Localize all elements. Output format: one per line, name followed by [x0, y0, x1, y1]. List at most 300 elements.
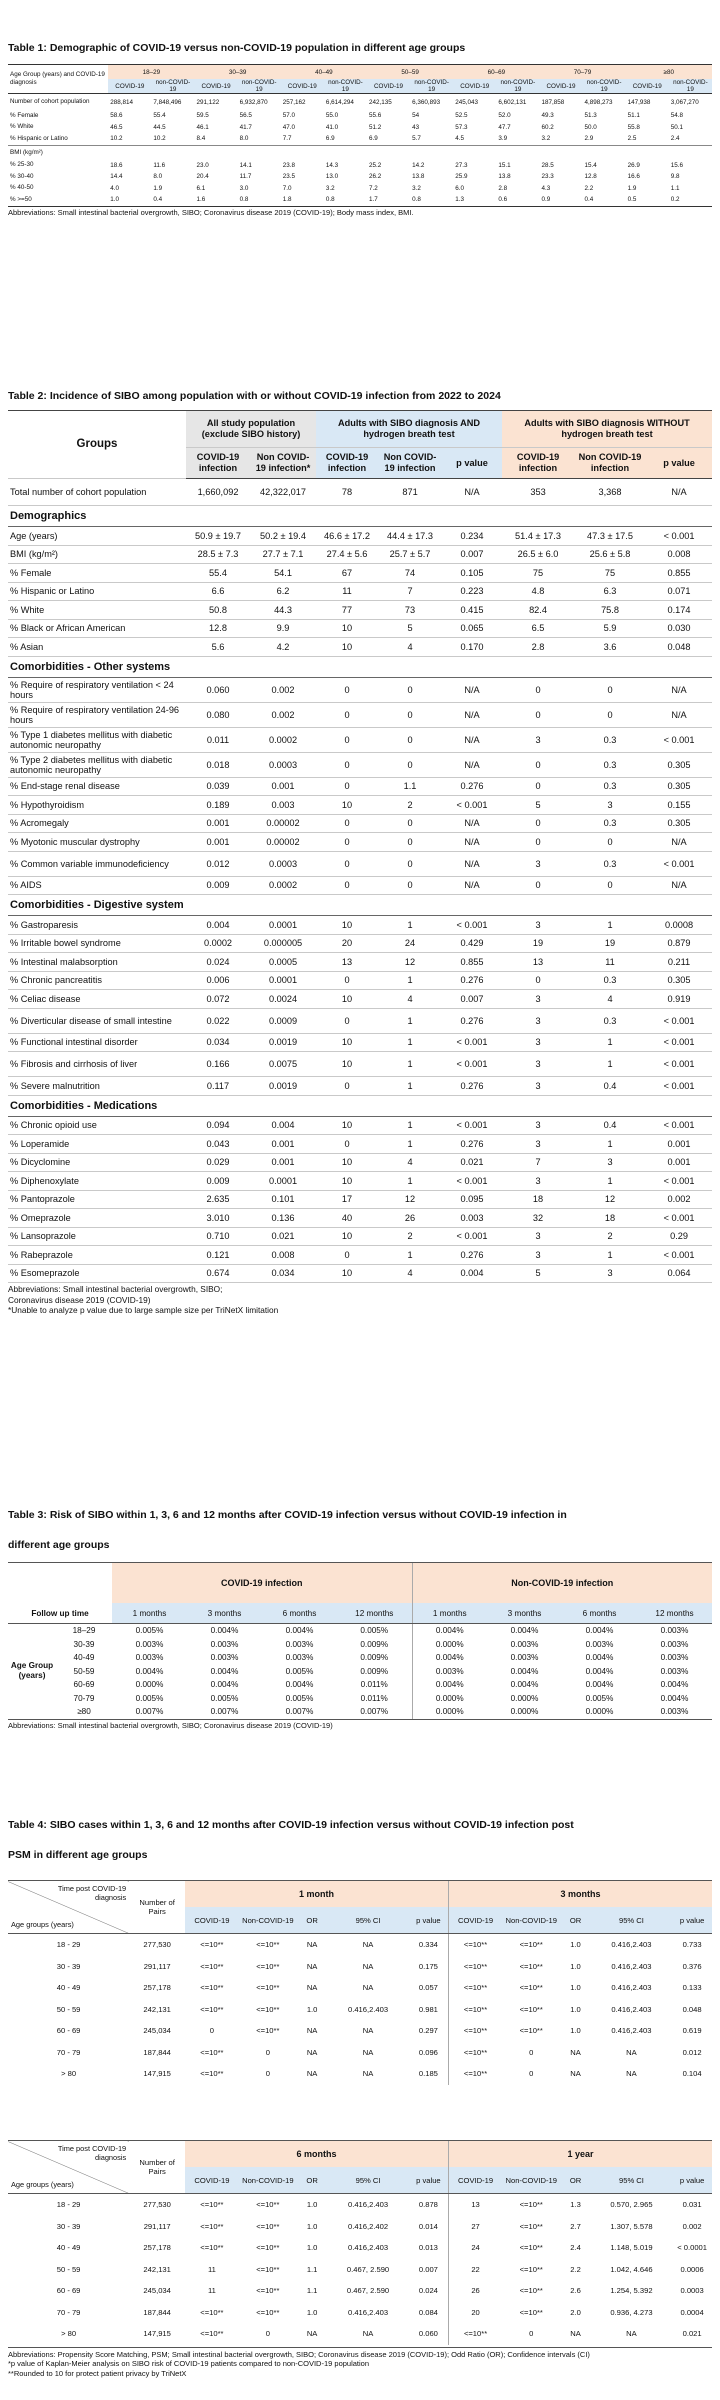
table4-value-cell: 0.376	[682, 1961, 702, 1971]
table1-value-cell: 6.9	[324, 133, 367, 145]
table2-value-cell: 32	[502, 1209, 574, 1228]
table4-age-cell: 40 - 49	[56, 1983, 81, 1993]
table2-value-cell: N/A	[646, 479, 712, 506]
table4-subcol-header: COVID-19	[449, 2167, 503, 2194]
table3-age-label: Age Group (years)	[10, 1661, 54, 1681]
table3-age-cell: ≥80	[77, 1707, 91, 1717]
table2-value-cell: N/A	[442, 479, 502, 506]
table4-value-cell: <=10**	[200, 1983, 224, 1993]
table1-row	[8, 145, 712, 160]
table4-value-cell: NA	[306, 2047, 318, 2057]
table2-row-label: % Hispanic or Latino	[8, 582, 186, 601]
table4-pairs-cell: 257,178	[143, 2243, 171, 2253]
table1-subheader-row	[8, 79, 712, 94]
table4-value-cell: <=10**	[519, 1940, 543, 1950]
table4-pairs-cell: 277,530	[143, 2200, 171, 2210]
table4-value-cell: <=10**	[256, 2026, 280, 2036]
table2-value-cell: 50.2 ± 19.4	[250, 527, 316, 546]
table4-value-cell: 0	[265, 2329, 270, 2339]
table4-footnote-2: *p value of Kaplan-Meier analysis on SIBO risk of COVID-19 patients compared to non-COVID-19 population	[8, 2359, 370, 2368]
table3-row	[8, 1624, 712, 1638]
table4-part-b	[8, 2140, 712, 2378]
table2-value-cell: 0	[316, 971, 378, 990]
table3-value-cell: 0.000%	[585, 1707, 614, 1717]
table2-value-cell: 5	[502, 1264, 574, 1283]
table2-value-cell: 6.6	[186, 582, 250, 601]
table2-value-cell: 10	[316, 638, 378, 657]
table2-value-cell: 0.117	[186, 1077, 250, 1096]
table4-value-cell: 24	[449, 2237, 503, 2259]
table3-value-cell: 0.007%	[285, 1707, 314, 1717]
table2-value-cell: 4.2	[250, 638, 316, 657]
table2-row	[8, 1077, 712, 1096]
table4-value-cell: 0.416,2.403	[347, 2243, 389, 2253]
table2-value-cell: 0.021	[442, 1153, 502, 1172]
table2-value-cell: 0.0019	[250, 1077, 316, 1096]
table2-row	[8, 796, 712, 815]
table4-value-cell: 2.4	[570, 2243, 581, 2253]
table4-value-cell: NA	[306, 2329, 318, 2339]
table1-value-cell: 0.9	[541, 196, 551, 204]
table2-row-label: % Require of respiratory ventilation 24-96 hours	[8, 702, 186, 727]
table2-section-row	[8, 506, 712, 527]
table2-value-cell: 4	[378, 990, 442, 1009]
table2-section-row	[8, 656, 712, 677]
table4-subcol-header: p value	[409, 2167, 449, 2194]
table2-value-cell: 67	[316, 564, 378, 583]
table3-value-cell: 0.007%	[360, 1707, 389, 1717]
table3-value-cell: 0.000%	[412, 1638, 487, 1652]
table3-group-header-row	[8, 1563, 712, 1604]
table4-value-cell: 0	[209, 2026, 215, 2036]
table3-period-header: 12 months	[637, 1603, 712, 1624]
table4-part-a	[8, 1880, 712, 2085]
table2-value-cell: 51.4 ± 17.3	[502, 527, 574, 546]
table2-value-cell: 0	[378, 727, 442, 752]
table2-value-cell: 0.024	[186, 953, 250, 972]
table2-value-cell: 0.021	[250, 1227, 316, 1246]
table4-corner-top: Time post COVID-19 diagnosis	[57, 2144, 127, 2162]
table2-value-cell: 13	[316, 953, 378, 972]
table2-value-cell: 0.095	[442, 1190, 502, 1209]
table1-row	[8, 133, 712, 145]
table2-value-cell: < 0.001	[442, 1052, 502, 1077]
table1-row-label: % Female	[10, 111, 39, 119]
table2-value-cell: 10	[316, 1052, 378, 1077]
table2-value-cell: 0.305	[646, 971, 712, 990]
table3-value-cell: 0.000%	[412, 1705, 487, 1719]
table4-value-cell: <=10**	[200, 2069, 224, 2079]
table1-value-cell: 55.6	[368, 112, 382, 120]
table4-value-cell: 2.0	[570, 2307, 581, 2317]
table1-value-cell: 1.9	[627, 184, 637, 192]
table2-value-cell: 2	[574, 1227, 646, 1246]
table4-value-cell: 0.416,2.403	[347, 2200, 389, 2210]
table4-value-cell: <=10**	[200, 2243, 224, 2253]
table4b-grid	[8, 2140, 712, 2345]
table2-value-cell: 75	[502, 564, 574, 583]
table2-value-cell: 3	[502, 990, 574, 1009]
table4-subcol-header: Non-COVID-19	[239, 1907, 297, 1934]
table2-value-cell: 0	[574, 833, 646, 852]
table1-value-cell	[410, 145, 453, 160]
table2-value-cell: 0	[502, 971, 574, 990]
table4-value-cell: NA	[362, 2026, 374, 2036]
table3-value-cell: 0.009%	[360, 1653, 389, 1663]
table2-title: Table 2: Incidence of SIBO among population with or without COVID-19 infection from 2022 to 2024	[8, 390, 501, 402]
table3-value-cell: 0.003%	[585, 1639, 614, 1649]
table2-value-cell: 5.9	[574, 619, 646, 638]
table1-value-cell: 6.9	[367, 133, 410, 145]
table2-value-cell: 0	[316, 702, 378, 727]
table2-value-cell: 0.3	[574, 851, 646, 876]
table4-value-cell: <=10**	[519, 1983, 543, 1993]
table2-row-label: % Common variable immunodeficiency	[8, 851, 186, 876]
table4-age-cell: 50 - 59	[56, 2004, 81, 2014]
table4-value-cell: <=10**	[449, 2063, 503, 2085]
table2-row-label: % Chronic pancreatitis	[8, 971, 186, 990]
table4-value-cell: 0.060	[418, 2329, 438, 2339]
table3-value-cell: 0.004%	[585, 1680, 614, 1690]
table3-value-cell: 0.003%	[412, 1665, 487, 1679]
table2-section-title: Comorbidities - Medications	[8, 1095, 712, 1116]
table1-value-cell: 56.5	[239, 112, 252, 120]
table3-value-cell: 0.000%	[135, 1680, 164, 1690]
table1-value-cell: 50.0	[584, 123, 597, 131]
table1-covid-header: COVID-19	[453, 79, 496, 94]
table1-grid	[8, 64, 712, 206]
table1-value-cell: 57.3	[455, 123, 468, 131]
table4-title-2: PSM in different age groups	[8, 1849, 148, 1861]
table1-title: Table 1: Demographic of COVID-19 versus non-COVID-19 population in different age groups	[8, 42, 466, 54]
table2-row	[8, 702, 712, 727]
table1-value-cell: 51.1	[627, 112, 640, 120]
table4-value-cell: 1.0	[570, 1940, 581, 1950]
table4-value-cell: 1.0	[306, 2221, 318, 2231]
table2-row	[8, 777, 712, 796]
table2-value-cell: 42,322,017	[250, 479, 316, 506]
table1-noncovid-header: non-COVID-19	[496, 79, 539, 94]
table2-value-cell: 0.305	[646, 777, 712, 796]
table2-row	[8, 677, 712, 702]
table1-value-cell: 147,938	[626, 94, 669, 111]
table3-row	[8, 1665, 712, 1679]
table1-row	[8, 94, 712, 111]
table2-value-cell: 0	[378, 702, 442, 727]
table2-value-cell: 0.0009	[250, 1008, 316, 1033]
table4-value-cell: 0	[529, 2047, 534, 2057]
table2-value-cell: 0.007	[442, 545, 502, 564]
table2-value-cell: 3	[502, 727, 574, 752]
table4-corner-bottom: Age groups (years)	[11, 1920, 74, 1929]
table2-value-cell: 0.0008	[646, 916, 712, 935]
table3	[8, 1500, 712, 1730]
table4-period-header: 6 months	[185, 2141, 448, 2168]
table1	[8, 38, 712, 217]
table2-row	[8, 971, 712, 990]
table2-value-cell: < 0.001	[646, 1052, 712, 1077]
table2-value-cell: 0.3	[574, 777, 646, 796]
table1-age-group-header: 18–29	[108, 65, 194, 80]
table2-value-cell: 0.004	[250, 1116, 316, 1135]
table2-value-cell: N/A	[442, 677, 502, 702]
table1-value-cell: 14.1	[239, 161, 252, 169]
table4-value-cell: 13	[449, 2194, 503, 2216]
table2-value-cell: 0	[316, 727, 378, 752]
table2-value-cell: 0.030	[646, 619, 712, 638]
table2-value-cell: 0.011	[186, 727, 250, 752]
table4-age-cell: 70 - 79	[56, 2307, 81, 2317]
table1-value-cell	[324, 145, 367, 160]
table2-value-cell: 12.8	[186, 619, 250, 638]
table1-value-cell: 1.0	[110, 196, 120, 204]
table1-value-cell: 13.8	[498, 173, 511, 181]
table1-value-cell: 1.7	[368, 196, 378, 204]
table2-value-cell: 10	[316, 990, 378, 1009]
table4-subcol-header: 95% CI	[591, 1907, 673, 1934]
table2-value-cell: < 0.001	[646, 1246, 712, 1265]
table4-subcol-header: COVID-19	[449, 1907, 503, 1934]
table4-value-cell: 0	[529, 2069, 534, 2079]
table4-value-cell: <=10**	[519, 2026, 543, 2036]
table3-value-cell: 0.000%	[510, 1693, 539, 1703]
table2-value-cell: 0.0024	[250, 990, 316, 1009]
table4-subcol-header: Non-COVID-19	[502, 2167, 560, 2194]
table2-value-cell: 10	[316, 619, 378, 638]
table3-value-cell: 0.004%	[585, 1666, 614, 1676]
table4-pairs-cell: 147,915	[143, 2069, 171, 2079]
table2-value-cell: 0.276	[442, 1135, 502, 1154]
table2-value-cell: 0.3	[574, 814, 646, 833]
table3-group-noncovid: Non-COVID-19 infection	[412, 1563, 712, 1604]
table2-value-cell: 1	[574, 1052, 646, 1077]
table2-value-cell: 3	[502, 916, 574, 935]
table2-value-cell: < 0.001	[442, 796, 502, 815]
table2-value-cell: < 0.001	[646, 527, 712, 546]
table4-value-cell: <=10**	[256, 2286, 280, 2296]
table2	[8, 386, 712, 1316]
table1-age-group-header: 70–79	[539, 65, 625, 80]
table4-value-cell: NA	[570, 2329, 581, 2339]
table1-header-row	[8, 65, 712, 80]
table4-value-cell: 1.0	[570, 2004, 581, 2014]
table1-value-cell: 55.0	[325, 112, 339, 120]
table2-row	[8, 727, 712, 752]
table2-value-cell: 4	[378, 638, 442, 657]
table2-value-cell: 0.234	[442, 527, 502, 546]
table4-value-cell: NA	[306, 2069, 318, 2079]
table4-subcol-header: OR	[297, 2167, 327, 2194]
table2-value-cell: 0.276	[442, 1008, 502, 1033]
table2-row-label: % Celiac disease	[8, 990, 186, 1009]
table2-value-cell: < 0.001	[646, 1116, 712, 1135]
table2-value-cell: 47.3 ± 17.5	[574, 527, 646, 546]
table3-value-cell: 0.003%	[660, 1707, 689, 1717]
table2-value-cell: 40	[316, 1209, 378, 1228]
table2-row-label: Total number of cohort population	[8, 479, 186, 506]
table4-value-cell: 0.981	[418, 2004, 438, 2014]
table2-row	[8, 1052, 712, 1077]
table2-row	[8, 1008, 712, 1033]
table4-corner-top: Time post COVID-19 diagnosis	[57, 1884, 127, 1902]
table2-value-cell: 3	[574, 1264, 646, 1283]
table2-value-cell: 0.0001	[250, 971, 316, 990]
table3-value-cell: 0.011%	[360, 1680, 388, 1690]
table1-value-cell: 3.9	[496, 133, 539, 145]
table2-value-cell: N/A	[442, 702, 502, 727]
table4-value-cell: 1.254, 5.392	[610, 2286, 653, 2296]
table1-value-cell: 28.5	[541, 161, 554, 169]
table4-value-cell: 1.3	[570, 2200, 581, 2210]
table2-value-cell: 3,368	[574, 479, 646, 506]
table4-age-cell: 30 - 39	[56, 1961, 81, 1971]
table4-value-cell: NA	[362, 1940, 374, 1950]
table4-value-cell: <=10**	[200, 2221, 224, 2231]
table2-row-label: % Omeprazole	[8, 1209, 186, 1228]
table2-value-cell: 0.0002	[186, 934, 250, 953]
table4-value-cell: 0.467, 2.590	[346, 2264, 390, 2274]
table2-value-cell: 0.009	[186, 1172, 250, 1191]
table1-value-cell: 58.6	[110, 112, 123, 120]
table2-value-cell: 0.136	[250, 1209, 316, 1228]
table3-age-cell: 70-79	[73, 1693, 95, 1703]
table1-value-cell: 47.7	[498, 123, 511, 131]
table2-value-cell: 0.002	[250, 702, 316, 727]
table4-value-cell: 0.878	[418, 2200, 438, 2210]
table2-value-cell: 0.0001	[250, 916, 316, 935]
table2-value-cell: < 0.001	[442, 1116, 502, 1135]
table2-value-cell: 0.071	[646, 582, 712, 601]
table4-value-cell: 0.416,2.403	[347, 2307, 389, 2317]
table4-age-cell: 50 - 59	[56, 2264, 81, 2274]
table2-value-cell: 26.5 ± 6.0	[502, 545, 574, 564]
table4-subcol-header: p value	[409, 1907, 449, 1934]
table3-value-cell: 0.004%	[660, 1680, 689, 1690]
table3-age-cell: 30-39	[73, 1639, 95, 1649]
table1-value-cell: 15.4	[584, 161, 597, 169]
table1-row	[8, 122, 712, 134]
table2-value-cell: 0.034	[186, 1033, 250, 1052]
table2-value-cell: 27.4 ± 5.6	[316, 545, 378, 564]
table4-subcol-header: 95% CI	[327, 1907, 409, 1934]
table1-value-cell: 3.2	[539, 133, 582, 145]
table2-value-cell: 9.9	[250, 619, 316, 638]
table3-value-cell: 0.003%	[135, 1653, 164, 1663]
table1-value-cell: 0.2	[670, 196, 680, 204]
table4-value-cell: <=10**	[449, 1999, 503, 2021]
table4-value-cell: <=10**	[200, 2307, 224, 2317]
table4-pairs-cell: 291,117	[143, 2221, 171, 2231]
table3-value-cell: 0.003%	[660, 1666, 689, 1676]
table4-value-cell: <=10**	[200, 2004, 224, 2014]
table4-subcol-header: OR	[560, 1907, 590, 1934]
table3-value-cell: 0.011%	[360, 1693, 388, 1703]
table2-value-cell: 1	[574, 1172, 646, 1191]
table4-value-cell: 0.002	[682, 2221, 702, 2231]
table2-value-cell: 19	[502, 934, 574, 953]
table3-value-cell: 0.004%	[510, 1680, 539, 1690]
table2-value-cell: 0	[378, 814, 442, 833]
table2-value-cell: 0	[378, 752, 442, 777]
table2-value-cell: N/A	[646, 876, 712, 895]
table2-row	[8, 582, 712, 601]
table4-value-cell: <=10**	[256, 1983, 280, 1993]
table3-value-cell: 0.004%	[285, 1680, 314, 1690]
table2-value-cell: 0	[378, 851, 442, 876]
table4-value-cell: <=10**	[519, 2243, 543, 2253]
table4-pairs-cell: 187,844	[143, 2047, 171, 2057]
table1-value-cell: 0.4	[584, 196, 594, 204]
table3-value-cell: 0.005%	[210, 1693, 239, 1703]
table4-value-cell: 0.297	[418, 2026, 438, 2036]
table4-value-cell: 11	[207, 2264, 216, 2274]
table2-value-cell: 0.002	[250, 677, 316, 702]
table2-row	[8, 1246, 712, 1265]
table3-value-cell: 0.003%	[135, 1639, 164, 1649]
table1-value-cell: 6,360,893	[410, 94, 453, 111]
table1-value-cell: 15.6	[670, 161, 684, 169]
table2-row-label: % End-stage renal disease	[8, 777, 186, 796]
table2-row-label: % Functional intestinal disorder	[8, 1033, 186, 1052]
table1-value-cell	[238, 145, 281, 160]
table4-value-cell: 20	[449, 2302, 503, 2324]
table1-age-group-header: 50–59	[367, 65, 453, 80]
table4-value-cell: NA	[306, 1940, 318, 1950]
table2-value-cell: 2.8	[502, 638, 574, 657]
table4-period-header-row	[8, 1881, 712, 1908]
table4-subcol-header: p value	[672, 1907, 712, 1934]
table2-value-cell: < 0.001	[442, 1172, 502, 1191]
table2-value-cell: 1	[574, 1246, 646, 1265]
table2-value-cell: 0.001	[250, 1153, 316, 1172]
table1-value-cell: 1.6	[196, 196, 206, 204]
table2-value-cell: < 0.001	[646, 727, 712, 752]
table4-pairs-cell: 147,915	[143, 2329, 171, 2339]
table1-value-cell: 257,162	[281, 94, 324, 111]
table3-value-cell: 0.004%	[412, 1678, 487, 1692]
table4-pairs-cell: 242,131	[143, 2004, 171, 2014]
table2-value-cell: 46.6 ± 17.2	[316, 527, 378, 546]
table1-value-cell: 1.1	[670, 184, 680, 192]
table1-noncovid-header: non-COVID-19	[324, 79, 367, 94]
table1-value-cell: 6,932,870	[238, 94, 281, 111]
table4-value-cell: 0.031	[682, 2200, 702, 2210]
table3-group-covid: COVID-19 infection	[112, 1563, 412, 1604]
table4-subcol-header: OR	[560, 2167, 590, 2194]
table4-subcol-header: 95% CI	[327, 2167, 409, 2194]
table4-value-cell: <=10**	[256, 2243, 280, 2253]
table3-title-1: Table 3: Risk of SIBO within 1, 3, 6 and 12 months after COVID-19 infection versus without COVID-19 infection in	[8, 1509, 567, 1521]
table2-value-cell: 7	[378, 582, 442, 601]
table4-age-cell: 60 - 69	[56, 2286, 81, 2296]
table2-row	[8, 953, 712, 972]
table2-row-label: % Myotonic muscular dystrophy	[8, 833, 186, 852]
table1-value-cell: 11.7	[239, 173, 252, 181]
table2-value-cell: 0.094	[186, 1116, 250, 1135]
table4-value-cell: 1.0	[570, 1983, 581, 1993]
table1-value-cell: 12.8	[584, 173, 597, 181]
table2-value-cell: 10	[316, 1116, 378, 1135]
table2-value-cell: 25.7 ± 5.7	[378, 545, 442, 564]
table1-value-cell: 51.2	[368, 123, 382, 131]
table4-row	[8, 1956, 712, 1978]
table4-subcol-header: OR	[297, 1907, 327, 1934]
table4-value-cell: 22	[449, 2259, 503, 2281]
table2-value-cell: 3	[502, 1033, 574, 1052]
table4-pairs-cell: 245,034	[143, 2026, 171, 2036]
table3-row	[8, 1705, 712, 1719]
table4-value-cell: 0.0006	[680, 2264, 704, 2274]
